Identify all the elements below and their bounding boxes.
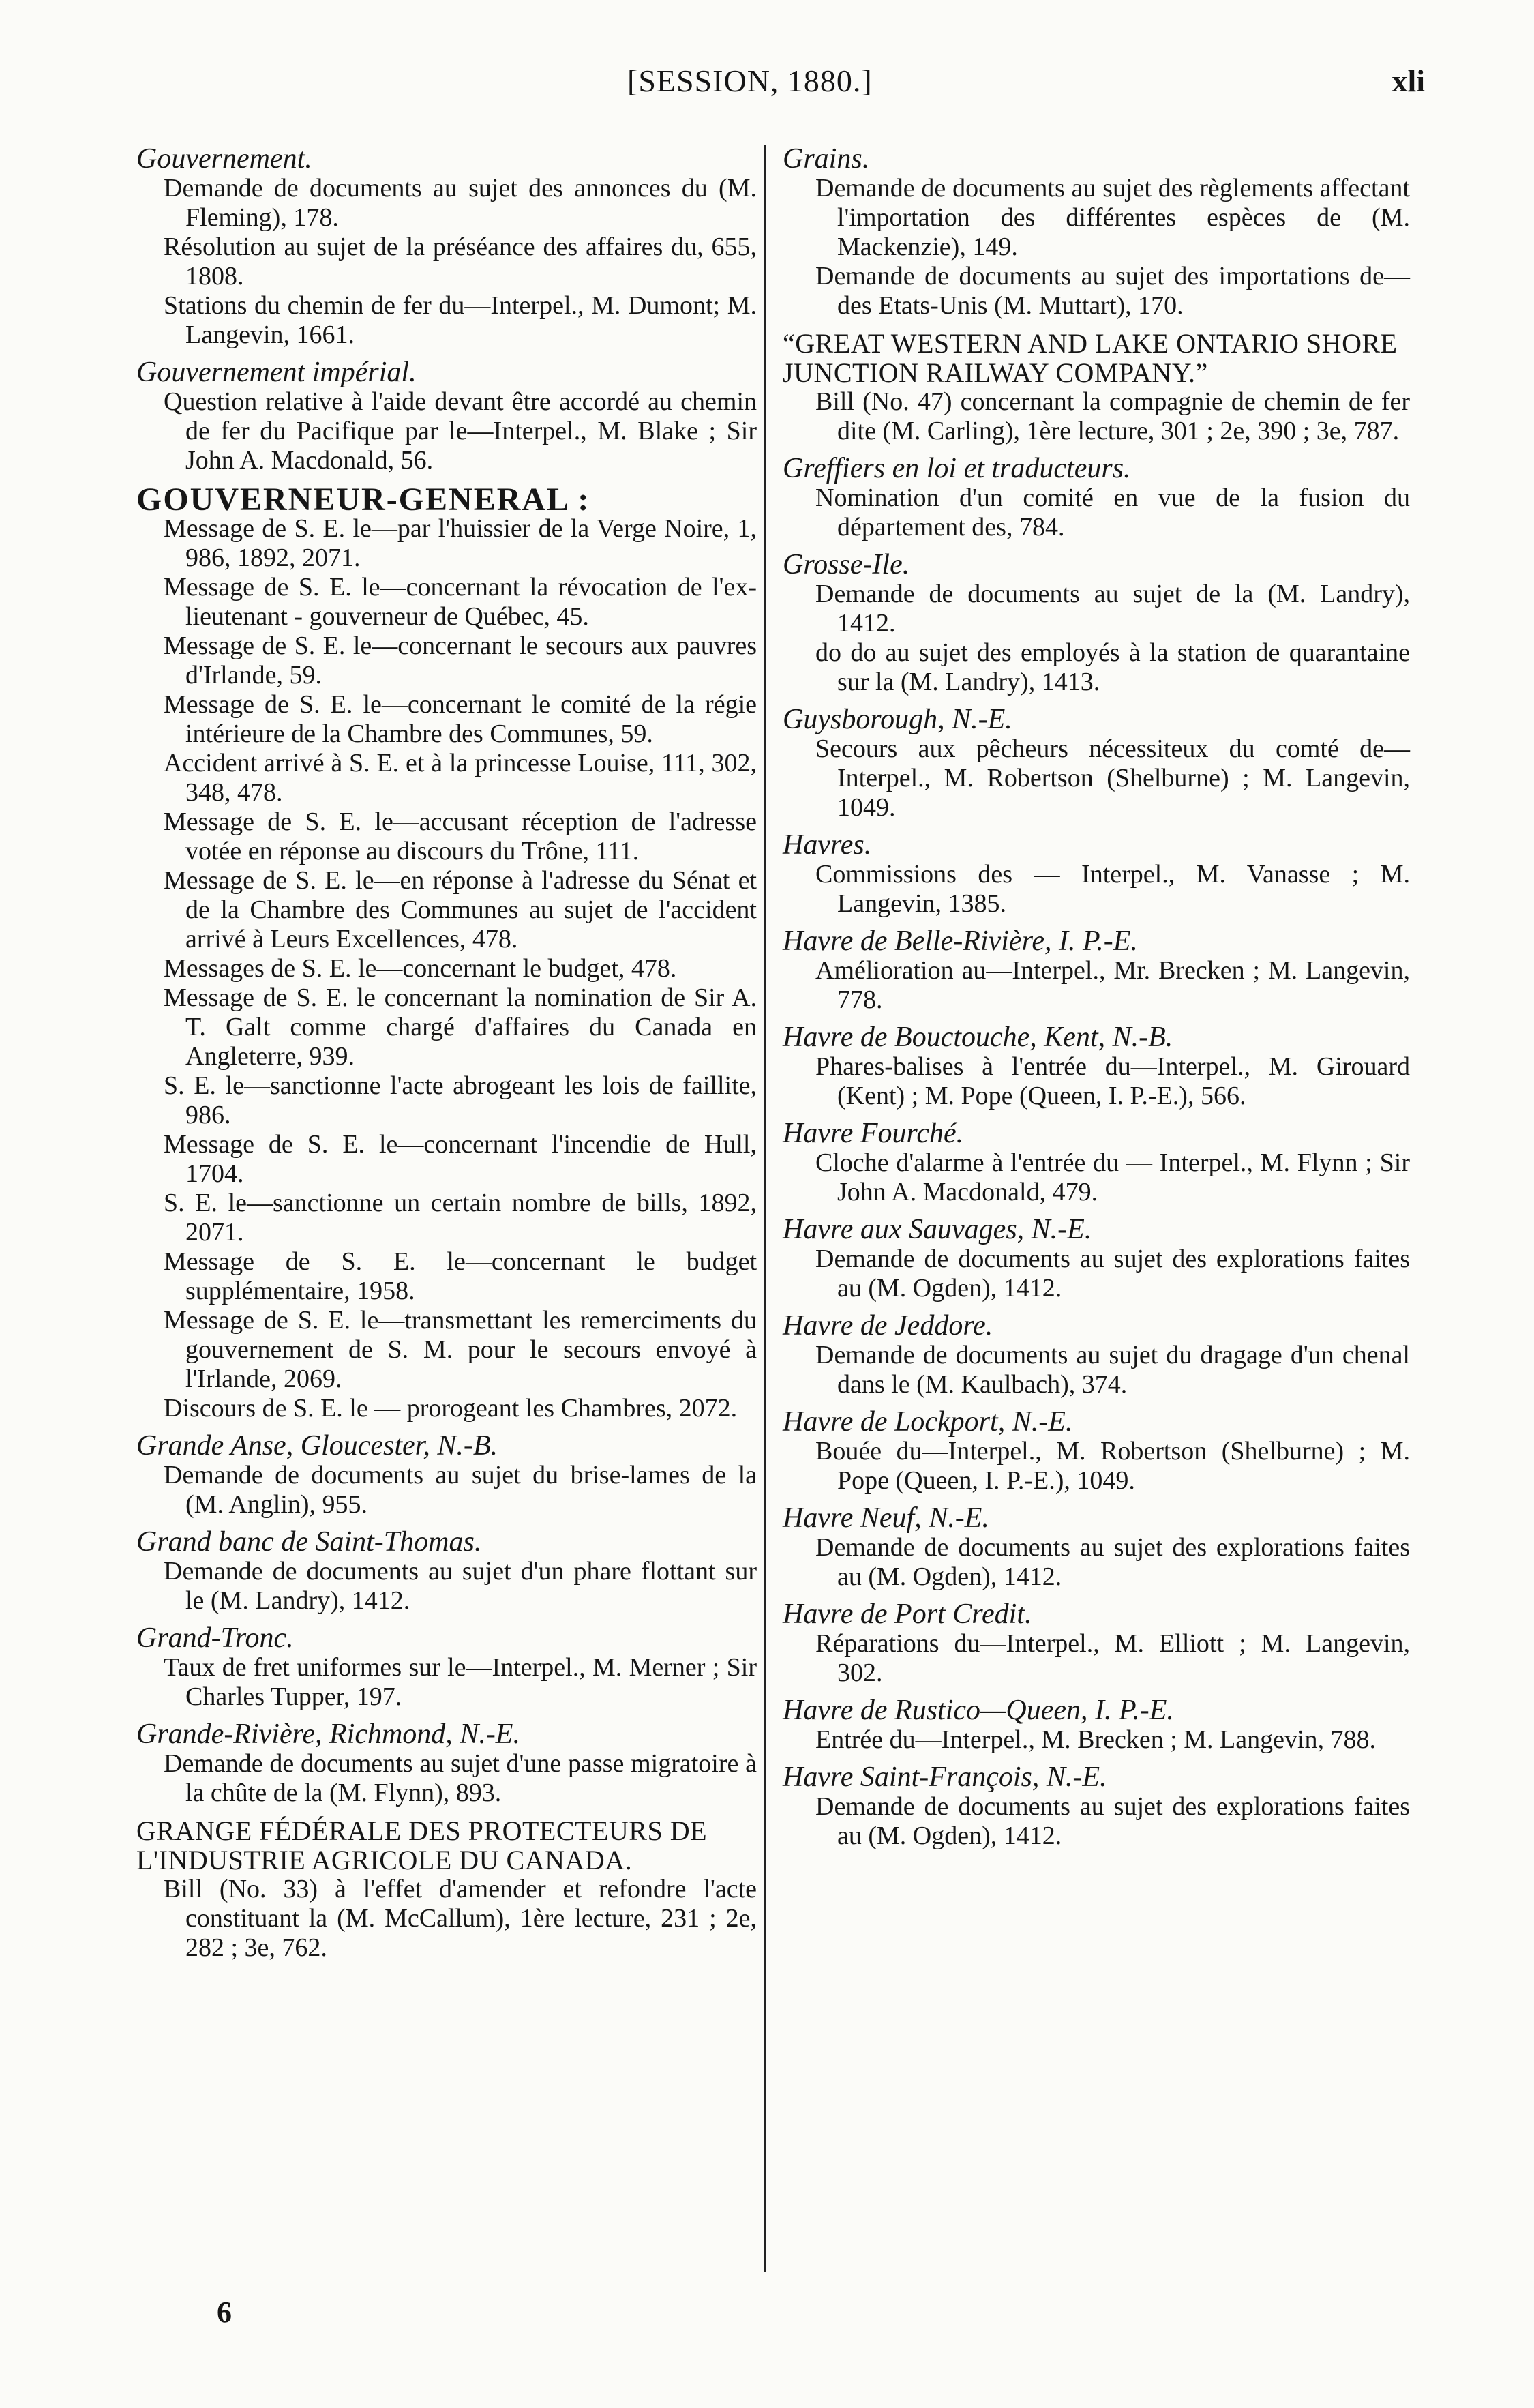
entry-subitem: Question relative à l'aide devant être accordé au chemin de fer du Pacifique par le—Interpel., M. Blake ; Sir John A. Macdonald, 56. (164, 387, 757, 475)
index-entry (136, 481, 757, 1423)
entry-subitem: Accident arrivé à S. E. et à la princesse Louise, 111, 302, 348, 478. (164, 749, 757, 807)
index-entry (783, 329, 1410, 446)
entry-heading: GRANGE FÉDÉRALE DES PROTECTEURS DE L'INDUSTRIE AGRICOLE DU CANADA. (136, 1815, 708, 1875)
entry-subitem: Message de S. E. le concernant la nomination de Sir A. T. Galt comme chargé d'affaires du Canada en Angleterre, 939. (164, 983, 757, 1071)
entry-subitem: Messages de S. E. le—concernant le budget, 478. (164, 954, 677, 983)
entry-subitem: Réparations du—Interpel., M. Elliott ; M. Langevin, 302. (815, 1629, 1410, 1687)
entry-subitem: Message de S. E. le—concernant le secours aux pauvres d'Irlande, 59. (164, 631, 757, 689)
entry-subitem: Demande de documents au sujet d'un phare flottant sur le (M. Landry), 1412. (164, 1557, 757, 1615)
entry-heading: Havre de Rustico—Queen, I. P.-E. (783, 1695, 1174, 1726)
entry-subitem: Commissions des — Interpel., M. Vanasse ; M. Langevin, 1385. (815, 860, 1410, 918)
entry-subitem: Demande de documents au sujet des annonces du (M. Fleming), 178. (164, 174, 757, 232)
column-divider (764, 145, 766, 2272)
index-entry (136, 1720, 757, 1808)
entry-subitem: Bill (No. 47) concernant la compagnie de chemin de fer dite (M. Carling), 1ère lecture, 301 ; 2e, 390 ; 3e, 787. (815, 387, 1410, 445)
entry-subitem: Bill (No. 33) à l'effet d'amender et refondre l'acte constituant la (M. McCallum), 1ère lecture, 231 ; 2e, 282 ; 3e, 762. (164, 1875, 757, 1962)
entry-subitem: Demande de documents au sujet du brise-lames de la (M. Anglin), 955. (164, 1461, 757, 1519)
index-entry (783, 550, 1410, 697)
entry-heading: Havre Fourché. (783, 1118, 964, 1149)
entry-subitem: Message de S. E. le—concernant la révocation de l'ex-lieutenant - gouverneur de Québec, 45. (164, 573, 757, 631)
index-entry (136, 1431, 757, 1519)
entry-subitem: Demande de documents au sujet des importations de—des Etats-Unis (M. Muttart), 170. (815, 262, 1410, 320)
index-entry (136, 1528, 757, 1616)
index-entry (783, 1023, 1410, 1111)
running-head: [SESSION, 1880.] (627, 63, 873, 98)
index-entry (783, 1763, 1410, 1851)
entry-subitem: Message de S. E. le—concernant le comité de la régie intérieure de la Chambre des Communes, 59. (164, 690, 757, 748)
entry-heading: Havre de Lockport, N.-E. (783, 1406, 1073, 1438)
index-entry (783, 927, 1410, 1015)
index-entry (783, 1215, 1410, 1303)
entry-subitem: S. E. le—sanctionne un certain nombre de bills, 1892, 2071. (164, 1189, 757, 1247)
entry-subitem: Discours de S. E. le — prorogeant les Chambres, 2072. (164, 1394, 738, 1423)
left-column (136, 145, 757, 1971)
index-entry (783, 1600, 1410, 1688)
entry-subitem: Message de S. E. le—par l'huissier de la Verge Noire, 1, 986, 1892, 2071. (164, 514, 757, 572)
index-entry (783, 1119, 1410, 1207)
index-entry (136, 1624, 757, 1712)
entry-subitem: Secours aux pêcheurs nécessiteux du comté de—Interpel., M. Robertson (Shelburne) ; M. Langevin, 1049. (815, 734, 1410, 822)
index-entry (136, 358, 757, 475)
entry-subitem: Taux de fret uniformes sur le—Interpel., M. Merner ; Sir Charles Tupper, 197. (164, 1653, 757, 1711)
entry-subitem: Message de S. E. le—en réponse à l'adresse du Sénat et de la Chambre des Communes au sujet de l'accident arrivé à Leurs Excellences, 478. (164, 866, 757, 953)
entry-subitem: Message de S. E. le—transmettant les remerciments du gouvernement de S. M. pour le secours envoyé à l'Irlande, 2069. (164, 1306, 757, 1393)
entry-subitem: Demande de documents au sujet d'une passe migratoire à la chûte de la (M. Flynn), 893. (164, 1749, 757, 1807)
entry-heading: Havre Neuf, N.-E. (783, 1502, 989, 1534)
entry-subitem: Demande de documents au sujet des règlements affectant l'importation des différentes espèces de (M. Mackenzie), 149. (815, 174, 1410, 261)
entry-heading: Havre de Belle-Rivière, I. P.-E. (783, 925, 1138, 957)
entry-subitem: Entrée du—Interpel., M. Brecken ; M. Langevin, 788. (815, 1725, 1377, 1754)
entry-subitem: Stations du chemin de fer du—Interpel., M. Dumont; M. Langevin, 1661. (164, 291, 757, 349)
entry-subitem: Nomination d'un comité en vue de la fusion du département des, 784. (815, 484, 1410, 541)
entry-heading: Havre de Bouctouche, Kent, N.-B. (783, 1022, 1173, 1053)
index-entry (783, 1504, 1410, 1592)
entry-subitem: Phares-balises à l'entrée du—Interpel., M. Girouard (Kent) ; M. Pope (Queen, I. P.-E.), 566. (815, 1052, 1410, 1110)
right-column (783, 145, 1410, 1859)
entry-subitem: Message de S. E. le—concernant le budget supplémentaire, 1958. (164, 1247, 757, 1305)
entry-heading: Greffiers en loi et traducteurs. (783, 453, 1131, 484)
entry-subitem: Demande de documents au sujet des explorations faites au (M. Ogden), 1412. (815, 1245, 1410, 1303)
entry-subitem: S. E. le—sanctionne l'acte abrogeant les lois de faillite, 986. (164, 1071, 757, 1129)
entry-heading: Gouvernement impérial. (136, 357, 417, 388)
index-entry (783, 1408, 1410, 1496)
entry-subitem: Cloche d'alarme à l'entrée du — Interpel., M. Flynn ; Sir John A. Macdonald, 479. (815, 1148, 1410, 1206)
entry-heading: Havre Saint-François, N.-E. (783, 1762, 1107, 1793)
entry-heading: Havre de Jeddore. (783, 1310, 993, 1341)
entry-subitem: Demande de documents au sujet des explorations faites au (M. Ogden), 1412. (815, 1792, 1410, 1850)
index-entry (783, 831, 1410, 919)
index-entry (136, 1816, 757, 1963)
index-entry (783, 705, 1410, 822)
index-entry (783, 1311, 1410, 1399)
entry-heading: Grande-Rivière, Richmond, N.-E. (136, 1719, 520, 1750)
entry-subitem: Amélioration au—Interpel., Mr. Brecken ; M. Langevin, 778. (815, 956, 1410, 1014)
page-header (0, 63, 1534, 117)
entry-heading: Grande Anse, Gloucester, N.-B. (136, 1430, 498, 1461)
index-entry (783, 454, 1410, 542)
entry-heading: Guysborough, N.-E. (783, 704, 1012, 735)
index-entry (136, 145, 757, 350)
entry-heading: Grand-Tronc. (136, 1622, 294, 1654)
entry-heading: Gouvernement. (136, 143, 312, 175)
entry-subitem: Résolution au sujet de la préséance des affaires du, 655, 1808. (164, 233, 757, 291)
entry-subitem: do do au sujet des employés à la station de quarantaine sur la (M. Landry), 1413. (815, 638, 1410, 696)
entry-subitem: Demande de documents au sujet du dragage d'un chenal dans le (M. Kaulbach), 374. (815, 1341, 1410, 1399)
entry-subitem: Bouée du—Interpel., M. Robertson (Shelburne) ; M. Pope (Queen, I. P.-E.), 1049. (815, 1437, 1410, 1495)
entry-subitem: Message de S. E. le—concernant l'incendie de Hull, 1704. (164, 1130, 757, 1188)
signature-mark: 6 (217, 2295, 232, 2329)
entry-subitem: Message de S. E. le—accusant réception de l'adresse votée en réponse au discours du Trône, 111. (164, 807, 757, 865)
entry-heading: Havres. (783, 829, 872, 861)
entry-subitem: Demande de documents au sujet de la (M. Landry), 1412. (815, 580, 1410, 638)
index-entry (783, 145, 1410, 321)
entry-heading: Grosse-Ile. (783, 549, 910, 580)
entry-heading: Grand banc de Saint-Thomas. (136, 1526, 482, 1558)
entry-heading: Grains. (783, 143, 870, 175)
entry-subitem: Demande de documents au sujet des explorations faites au (M. Ogden), 1412. (815, 1533, 1410, 1591)
entry-heading: Havre de Port Credit. (783, 1599, 1032, 1630)
entry-heading: “GREAT WESTERN AND LAKE ONTARIO SHORE JUNCTION RAILWAY COMPANY.” (783, 328, 1398, 388)
index-entry (783, 1696, 1410, 1755)
page-number: xli (1392, 63, 1425, 98)
entry-heading: GOUVERNEUR-GENERAL : (136, 481, 590, 518)
entry-heading: Havre aux Sauvages, N.-E. (783, 1214, 1092, 1245)
